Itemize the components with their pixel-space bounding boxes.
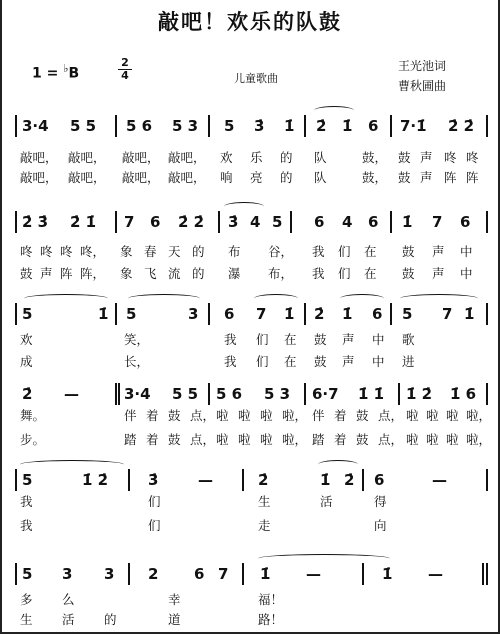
- key-note: B: [68, 65, 80, 82]
- lyric: 们: [148, 494, 161, 509]
- lyric: 们: [256, 354, 269, 369]
- lyric: 啦，: [466, 432, 492, 447]
- note: 1̇: [98, 305, 109, 323]
- lyric: 啦: [426, 432, 439, 447]
- lyric: 啦: [426, 408, 439, 423]
- lyric: 鼓: [20, 266, 33, 281]
- lyric: 在: [284, 332, 297, 347]
- note: 1̇: [464, 305, 475, 323]
- lyric: 得: [374, 494, 387, 509]
- note: —: [198, 471, 213, 489]
- lyric: 们: [148, 518, 161, 533]
- lyric: 中: [460, 266, 473, 281]
- note: 1̇: [342, 305, 353, 323]
- lyric: 阵: [466, 170, 479, 185]
- note: 2̇: [316, 117, 327, 135]
- note: 6: [194, 565, 205, 583]
- verse-2-line: [2, 430, 500, 448]
- lyric: 我: [20, 518, 33, 533]
- lyric: 咚: [466, 150, 479, 165]
- lyric: 伴: [124, 408, 137, 423]
- note: 2̇ 3̇: [22, 213, 49, 231]
- lyric: 啦，: [282, 408, 308, 423]
- note: 4: [342, 213, 353, 231]
- note: 1̇: [260, 565, 271, 583]
- verse-1-line: [2, 148, 500, 166]
- lyric: 鼓: [398, 170, 411, 185]
- lyric: 啦: [446, 432, 459, 447]
- lyric: 们: [338, 266, 351, 281]
- lyric: 着: [334, 408, 347, 423]
- note: 6: [460, 213, 471, 231]
- lyric: 布，: [268, 266, 294, 281]
- lyric: 生: [20, 612, 33, 627]
- lyric: 鼓: [402, 244, 415, 259]
- note: 5 5: [172, 385, 199, 403]
- lyric: 敲吧，: [20, 150, 58, 165]
- note: 3̇: [148, 471, 159, 489]
- note: 2̇: [344, 471, 355, 489]
- lyric: 敲吧，: [68, 170, 106, 185]
- lyric: 队: [314, 150, 327, 165]
- note: 5: [272, 213, 283, 231]
- note: 7: [432, 213, 443, 231]
- lyric: 歌: [402, 332, 415, 347]
- lyric: 瀑: [228, 266, 241, 281]
- composer-credit: 曹秋圃曲: [398, 79, 447, 93]
- lyric: 敲吧，: [20, 170, 58, 185]
- lyric: 啦，: [282, 432, 308, 447]
- lyric: 福！: [258, 592, 284, 607]
- verse-2-line: [2, 610, 500, 628]
- lyric: 咚，: [80, 244, 106, 259]
- lyric: 成: [20, 354, 33, 369]
- lyric: 在: [284, 354, 297, 369]
- slur: [20, 460, 124, 469]
- note: 6: [224, 305, 235, 323]
- lyric: 响: [220, 170, 233, 185]
- lyric: 道: [168, 612, 181, 627]
- note: 2̇ 1̇: [70, 213, 97, 231]
- slur: [400, 294, 478, 303]
- lyric: 点，: [190, 432, 216, 447]
- lyric: 我: [312, 244, 325, 259]
- note: 2: [148, 565, 159, 583]
- note: 2̇ 2̇: [178, 213, 205, 231]
- lyric: 伴: [312, 408, 325, 423]
- notation: [2, 468, 500, 494]
- note: 1̇: [382, 565, 393, 583]
- genre-label: 儿童歌曲: [234, 72, 278, 85]
- lyric: 在: [364, 266, 377, 281]
- note: 7: [256, 305, 267, 323]
- slur: [340, 294, 384, 303]
- lyric: 天: [168, 244, 181, 259]
- lyric: 着: [334, 432, 347, 447]
- lyric: 布: [228, 244, 241, 259]
- time-top: 2: [121, 56, 129, 69]
- notation: [2, 382, 500, 408]
- lyric: 啦: [216, 408, 229, 423]
- flat-sign: ♭: [63, 62, 69, 75]
- lyric: 笑，: [124, 332, 150, 347]
- lyric: 阵，: [80, 266, 106, 281]
- lyric: 进: [402, 354, 415, 369]
- note: 5 3: [264, 385, 291, 403]
- lyric: 的: [280, 170, 293, 185]
- note: 2̇: [22, 385, 33, 403]
- note: 1̇: [284, 117, 295, 135]
- lyric: 啦: [260, 432, 273, 447]
- note: 5 6: [216, 385, 243, 403]
- slur: [128, 294, 200, 303]
- note: 2̇ 2̇: [448, 117, 475, 135]
- note: 5: [402, 305, 413, 323]
- lyric: 啦: [406, 408, 419, 423]
- lyric: 声: [342, 354, 355, 369]
- lyric: 们: [256, 332, 269, 347]
- lyric: 啦，: [466, 408, 492, 423]
- lyric: 长，: [124, 354, 150, 369]
- lyric: 么: [62, 592, 75, 607]
- note: 5: [22, 565, 33, 583]
- lyric: 象: [120, 266, 133, 281]
- song-title: 敲吧！欢乐的队鼓: [158, 9, 342, 34]
- lyric: 们: [338, 244, 351, 259]
- note: 5: [22, 305, 33, 323]
- lyric: 鼓: [398, 150, 411, 165]
- note: 3: [188, 305, 199, 323]
- lyric: 鼓: [402, 266, 415, 281]
- lyric: 着: [146, 408, 159, 423]
- lyric: 鼓: [168, 432, 181, 447]
- lyric: 我: [224, 354, 237, 369]
- verse-1-line: [2, 406, 500, 424]
- verse-1-line: [2, 590, 500, 608]
- note: 7: [124, 213, 135, 231]
- note: 6: [372, 305, 383, 323]
- verse-1-line: [2, 242, 500, 260]
- lyric: 春: [144, 244, 157, 259]
- note: 5 3: [172, 117, 199, 135]
- lyric: 中: [460, 244, 473, 259]
- lyric: 鼓: [356, 408, 369, 423]
- lyric: 着: [146, 432, 159, 447]
- lyric: 多: [20, 592, 33, 607]
- note: —: [306, 565, 321, 583]
- note: 3: [104, 565, 115, 583]
- lyric: 敲吧，: [122, 150, 160, 165]
- lyric: 谷，: [268, 244, 294, 259]
- lyric: 踏: [124, 432, 137, 447]
- time-bottom: 4: [118, 69, 132, 82]
- verse-2-line: [2, 264, 500, 282]
- lyric: 亮: [250, 170, 263, 185]
- lyric: 敲吧，: [68, 150, 106, 165]
- note: 5: [126, 305, 137, 323]
- note: 6: [150, 213, 161, 231]
- lyric: 咚: [444, 150, 457, 165]
- lyric: 欢: [20, 332, 33, 347]
- lyric: 阵: [60, 266, 73, 281]
- lyric: 走: [258, 518, 271, 533]
- lyric: 声: [420, 170, 433, 185]
- note: 7·1̇: [400, 117, 427, 135]
- note: 1̇ 2̇: [406, 385, 433, 403]
- key-signature: [32, 62, 79, 82]
- slur: [224, 202, 264, 211]
- lyric: 中: [372, 354, 385, 369]
- lyric: 点，: [378, 408, 404, 423]
- lyric: 声: [420, 150, 433, 165]
- key-one: 1: [32, 65, 42, 82]
- lyric: 敲吧，: [168, 170, 206, 185]
- note: 1̇ 2̇: [82, 471, 109, 489]
- note: 3: [62, 565, 73, 583]
- lyric: 声: [432, 244, 445, 259]
- note: —: [428, 565, 443, 583]
- lyric: 啦: [238, 408, 251, 423]
- lyric: 的: [104, 612, 117, 627]
- lyric: 敲吧，: [168, 150, 206, 165]
- lyric: 鼓，: [362, 150, 388, 165]
- note: —: [64, 385, 79, 403]
- note: 7: [218, 565, 229, 583]
- note: 1̇: [284, 305, 295, 323]
- lyric: 踏: [312, 432, 325, 447]
- note: —: [432, 471, 447, 489]
- note: 2̇: [258, 471, 269, 489]
- lyric: 中: [372, 332, 385, 347]
- note: 7: [442, 305, 453, 323]
- note: 1̇: [320, 471, 331, 489]
- lyric: 飞: [144, 266, 157, 281]
- lyric: 咚: [20, 244, 33, 259]
- note: 3·4: [22, 117, 49, 135]
- note: 6: [368, 117, 379, 135]
- lyric: 向: [374, 518, 387, 533]
- notation: [2, 302, 500, 328]
- lyric: 啦: [260, 408, 273, 423]
- lyric: 啦: [238, 432, 251, 447]
- lyric: 的: [192, 266, 205, 281]
- lyric: 活: [62, 612, 75, 627]
- note: 6: [314, 213, 325, 231]
- verse-1-line: [2, 492, 500, 510]
- notation: [2, 210, 500, 236]
- note: 5 6: [126, 117, 153, 135]
- lyric: 鼓: [356, 432, 369, 447]
- lyric: 声: [432, 266, 445, 281]
- lyric: 象: [120, 244, 133, 259]
- lyric: 鼓: [314, 332, 327, 347]
- note: 6: [374, 471, 385, 489]
- note: 1̇ 1̇: [358, 385, 385, 403]
- note: 5 5: [70, 117, 97, 135]
- lyric: 生: [258, 494, 271, 509]
- note: 1̇ 6: [450, 385, 477, 403]
- lyric: 啦: [446, 408, 459, 423]
- lyricist-credit: 王光池词: [398, 59, 447, 73]
- notation: [2, 114, 500, 140]
- lyric: 我: [20, 494, 33, 509]
- lyric: 活: [320, 494, 333, 509]
- lyric: 声: [40, 266, 53, 281]
- lyric: 的: [192, 244, 205, 259]
- lyric: 路！: [258, 612, 284, 627]
- lyric: 啦: [406, 432, 419, 447]
- slur: [258, 554, 390, 563]
- lyric: 鼓: [168, 408, 181, 423]
- note: 2̇: [314, 305, 325, 323]
- slur: [314, 106, 354, 115]
- lyric: 的: [280, 150, 293, 165]
- verse-2-line: [2, 168, 500, 186]
- note: 5: [224, 117, 235, 135]
- lyric: 队: [314, 170, 327, 185]
- lyric: 流: [168, 266, 181, 281]
- key-equals: =: [46, 65, 59, 82]
- lyric: 啦: [216, 432, 229, 447]
- verse-2-line: [2, 352, 500, 370]
- note: 6: [368, 213, 379, 231]
- slur: [24, 294, 108, 303]
- lyric: 点，: [378, 432, 404, 447]
- lyric: 鼓: [314, 354, 327, 369]
- lyric: 咚: [60, 244, 73, 259]
- lyric: 步。: [20, 432, 46, 447]
- note: 4: [250, 213, 261, 231]
- note: 3̇: [254, 117, 265, 135]
- note: 6·7: [312, 385, 339, 403]
- note: 1̇: [402, 213, 413, 231]
- lyric: 阵: [444, 170, 457, 185]
- lyric: 声: [342, 332, 355, 347]
- time-signature: [118, 57, 132, 82]
- lyric: 幸: [168, 592, 181, 607]
- slur: [254, 294, 298, 303]
- lyric: 在: [364, 244, 377, 259]
- slur: [318, 460, 358, 469]
- lyric: 点，: [190, 408, 216, 423]
- lyric: 舞。: [20, 408, 46, 423]
- lyric: 鼓，: [362, 170, 388, 185]
- verse-2-line: [2, 516, 500, 534]
- lyric: 欢: [220, 150, 233, 165]
- note: 3̇: [228, 213, 239, 231]
- verse-1-line: [2, 330, 500, 348]
- note: 1̇: [342, 117, 353, 135]
- lyric: 我: [312, 266, 325, 281]
- lyric: 咚: [40, 244, 53, 259]
- notation: [2, 562, 500, 588]
- note: 5: [22, 471, 33, 489]
- lyric: 我: [224, 332, 237, 347]
- lyric: 敲吧，: [122, 170, 160, 185]
- note: 3·4: [124, 385, 151, 403]
- lyric: 乐: [250, 150, 263, 165]
